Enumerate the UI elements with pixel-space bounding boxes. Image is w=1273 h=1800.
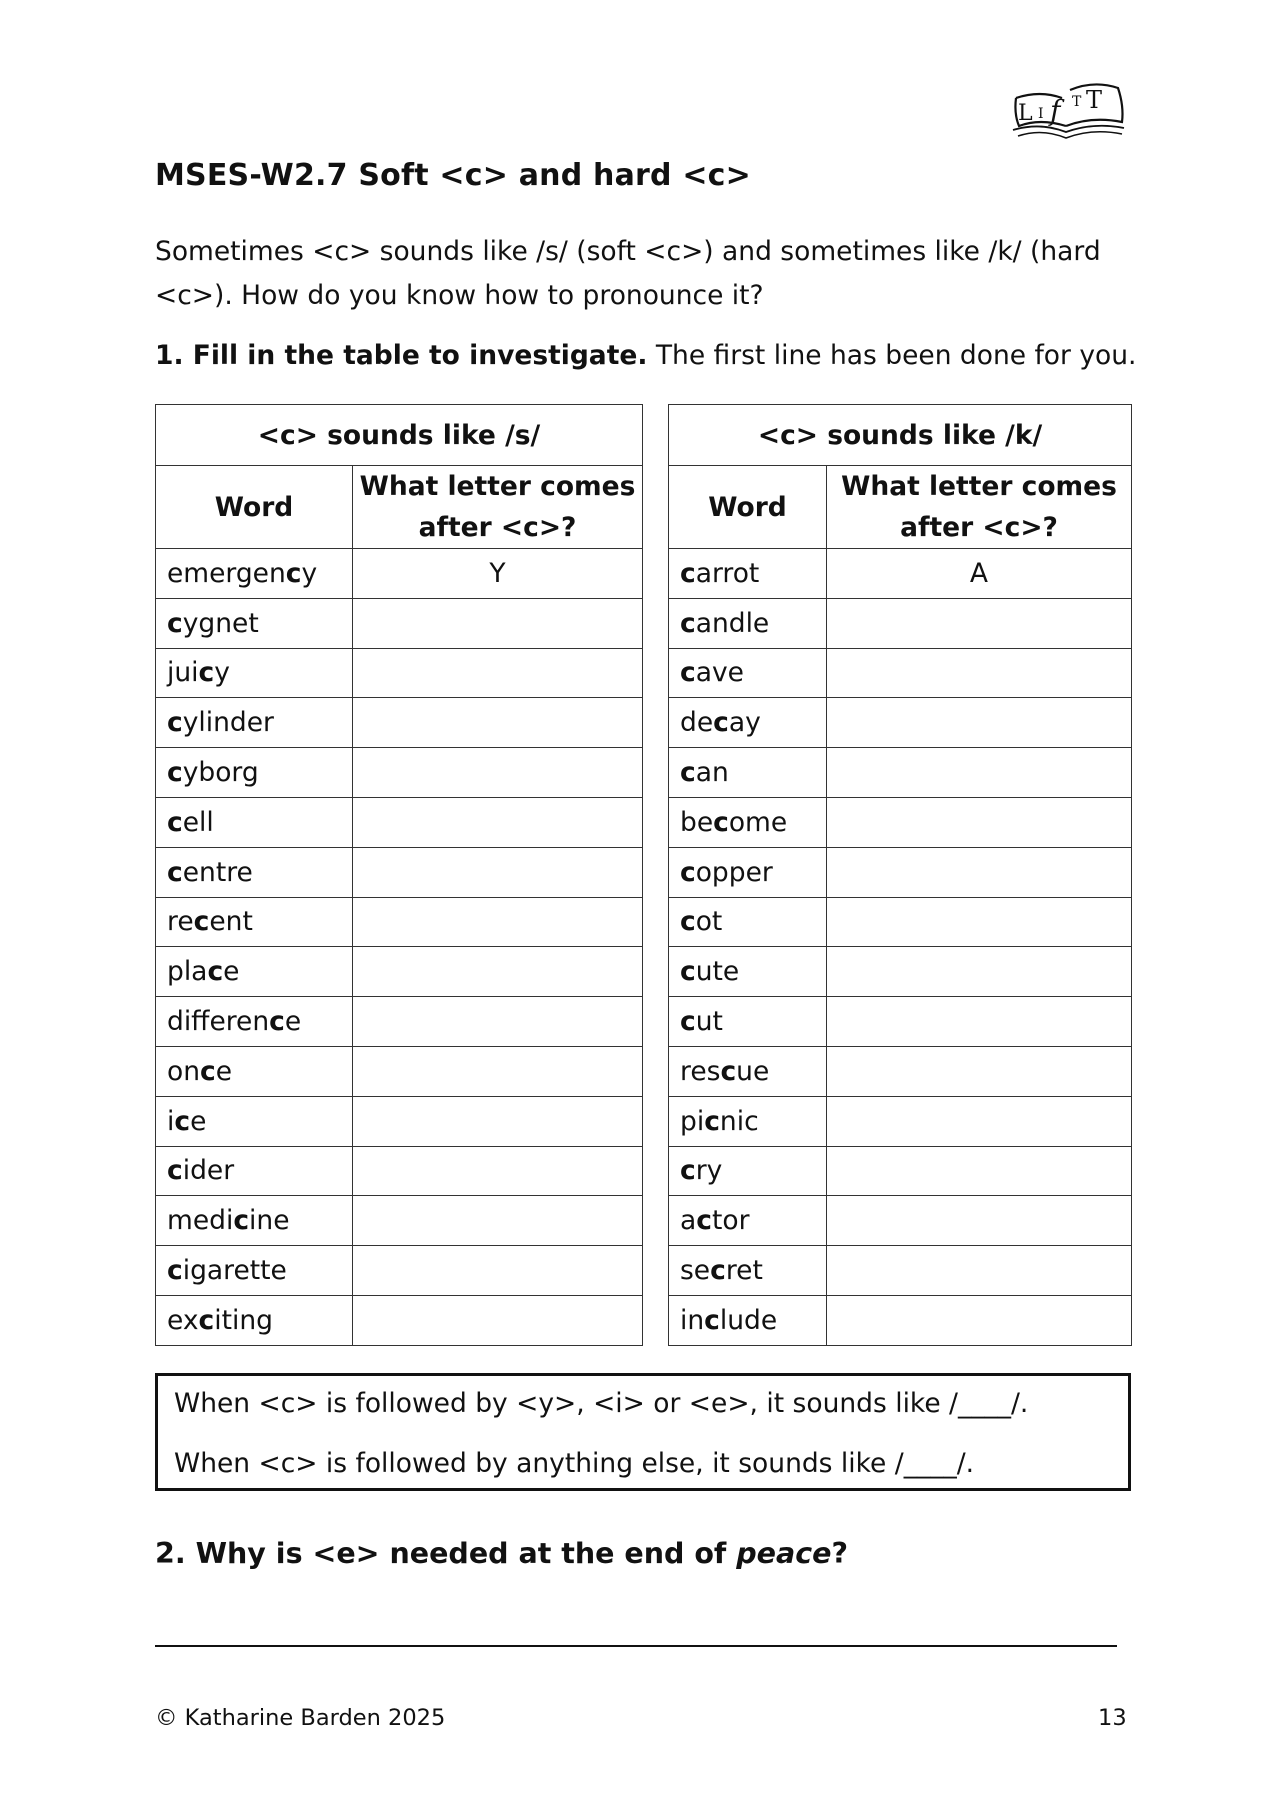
soft-c-answer-cell[interactable] bbox=[353, 1295, 643, 1345]
hard-c-word-cell: cave bbox=[669, 648, 827, 698]
hard-c-answer-cell[interactable] bbox=[827, 598, 1132, 648]
hard-c-word-cell: secret bbox=[669, 1246, 827, 1296]
soft-c-answer-cell[interactable]: Y bbox=[353, 549, 643, 599]
copyright: © Katharine Barden 2025 bbox=[155, 1705, 446, 1731]
hard-c-answer-cell[interactable] bbox=[827, 997, 1132, 1047]
soft-c-word-cell: medicine bbox=[156, 1196, 353, 1246]
hard-c-row bbox=[669, 1096, 1132, 1146]
soft-c-heading: <c> sounds like /s/ bbox=[156, 405, 643, 466]
soft-c-row bbox=[156, 1096, 643, 1146]
hard-c-row bbox=[669, 598, 1132, 648]
soft-c-answer-cell[interactable] bbox=[353, 847, 643, 897]
soft-c-row bbox=[156, 897, 643, 947]
open-book-icon bbox=[1010, 76, 1128, 142]
question-2-word: peace bbox=[736, 1537, 832, 1570]
intro-paragraph: Sometimes <c> sounds like /s/ (soft <c>) and sometimes like /k/ (hard <c>). How do you know how to pronounce it? bbox=[155, 236, 1101, 311]
hard-c-row bbox=[669, 847, 1132, 897]
hard-c-row bbox=[669, 897, 1132, 947]
hard-c-row bbox=[669, 648, 1132, 698]
hard-c-word-cell: picnic bbox=[669, 1096, 827, 1146]
soft-c-word-cell: cell bbox=[156, 797, 353, 847]
hard-c-answer-cell[interactable] bbox=[827, 847, 1132, 897]
worksheet-title: MSES-W2.7 Soft <c> and hard <c> bbox=[155, 158, 751, 193]
hard-c-row bbox=[669, 549, 1132, 599]
hard-c-answer-cell[interactable] bbox=[827, 698, 1132, 748]
soft-c-answer-cell[interactable] bbox=[353, 797, 643, 847]
soft-c-row bbox=[156, 1246, 643, 1296]
soft-c-row bbox=[156, 1146, 643, 1196]
hard-c-word-cell: can bbox=[669, 748, 827, 798]
soft-c-answer-cell[interactable] bbox=[353, 1196, 643, 1246]
svg-text:f: f bbox=[1050, 94, 1061, 127]
soft-c-row bbox=[156, 1196, 643, 1246]
soft-c-word-cell: cigarette bbox=[156, 1246, 353, 1296]
soft-c-row bbox=[156, 997, 643, 1047]
soft-c-answer-cell[interactable] bbox=[353, 748, 643, 798]
soft-c-word-cell: difference bbox=[156, 997, 353, 1047]
rule-soft-c[interactable]: When <c> is followed by <y>, <i> or <e>, it sounds like /____/. bbox=[174, 1388, 1029, 1419]
soft-c-answer-cell[interactable] bbox=[353, 1096, 643, 1146]
hard-c-word-cell: decay bbox=[669, 698, 827, 748]
soft-c-row bbox=[156, 648, 643, 698]
svg-text:T: T bbox=[1072, 94, 1082, 110]
hard-c-rows bbox=[669, 549, 1132, 1346]
soft-c-answer-cell[interactable] bbox=[353, 897, 643, 947]
question-2: 2. Why is <e> needed at the end of peace? bbox=[155, 1537, 848, 1570]
hard-c-row bbox=[669, 1046, 1132, 1096]
hard-c-answer-cell[interactable] bbox=[827, 1146, 1132, 1196]
hard-c-answer-cell[interactable] bbox=[827, 1096, 1132, 1146]
soft-c-row bbox=[156, 748, 643, 798]
logo-text: L bbox=[1018, 101, 1033, 126]
hard-c-table bbox=[668, 404, 1132, 1346]
hard-c-row bbox=[669, 1196, 1132, 1246]
soft-c-answer-cell[interactable] bbox=[353, 1146, 643, 1196]
soft-c-row bbox=[156, 1295, 643, 1345]
soft-c-word-cell: recent bbox=[156, 897, 353, 947]
soft-c-answer-cell[interactable] bbox=[353, 1246, 643, 1296]
soft-c-row bbox=[156, 797, 643, 847]
soft-c-word-cell: cyborg bbox=[156, 748, 353, 798]
hard-c-row bbox=[669, 698, 1132, 748]
hard-c-word-cell: cry bbox=[669, 1146, 827, 1196]
soft-c-answer-cell[interactable] bbox=[353, 598, 643, 648]
hard-c-row bbox=[669, 1246, 1132, 1296]
hard-c-answer-cell[interactable] bbox=[827, 648, 1132, 698]
hard-c-answer-cell[interactable] bbox=[827, 748, 1132, 798]
answer-line[interactable] bbox=[155, 1645, 1117, 1647]
soft-c-rows bbox=[156, 549, 643, 1346]
hard-c-word-cell: copper bbox=[669, 847, 827, 897]
hard-c-word-cell: carrot bbox=[669, 549, 827, 599]
hard-c-word-cell: candle bbox=[669, 598, 827, 648]
hard-c-word-header: Word bbox=[669, 466, 827, 549]
hard-c-answer-cell[interactable] bbox=[827, 897, 1132, 947]
question-1-note: The first line has been done for you. bbox=[647, 340, 1137, 371]
hard-c-row bbox=[669, 997, 1132, 1047]
hard-c-word-cell: become bbox=[669, 797, 827, 847]
soft-c-row bbox=[156, 947, 643, 997]
soft-c-letter-header: What letter comes after <c>? bbox=[353, 466, 643, 549]
hard-c-word-cell: cut bbox=[669, 997, 827, 1047]
hard-c-word-cell: cute bbox=[669, 947, 827, 997]
hard-c-row bbox=[669, 797, 1132, 847]
hard-c-answer-cell[interactable] bbox=[827, 1295, 1132, 1345]
soft-c-word-cell: centre bbox=[156, 847, 353, 897]
hard-c-row bbox=[669, 1295, 1132, 1345]
soft-c-answer-cell[interactable] bbox=[353, 997, 643, 1047]
soft-c-answer-cell[interactable] bbox=[353, 947, 643, 997]
hard-c-word-cell: include bbox=[669, 1295, 827, 1345]
soft-c-word-cell: place bbox=[156, 947, 353, 997]
hard-c-answer-cell[interactable] bbox=[827, 1046, 1132, 1096]
rule-box bbox=[155, 1373, 1131, 1491]
question-1-instruction: 1. Fill in the table to investigate. bbox=[155, 340, 648, 371]
soft-c-word-cell: cygnet bbox=[156, 598, 353, 648]
hard-c-row bbox=[669, 1146, 1132, 1196]
soft-c-word-cell: once bbox=[156, 1046, 353, 1096]
soft-c-row bbox=[156, 847, 643, 897]
soft-c-word-cell: ice bbox=[156, 1096, 353, 1146]
hard-c-word-cell: actor bbox=[669, 1196, 827, 1246]
hard-c-heading: <c> sounds like /k/ bbox=[669, 405, 1132, 466]
soft-c-word-cell: exciting bbox=[156, 1295, 353, 1345]
svg-text:I: I bbox=[1038, 106, 1044, 122]
hard-c-answer-cell[interactable] bbox=[827, 1196, 1132, 1246]
soft-c-word-cell: cider bbox=[156, 1146, 353, 1196]
rule-hard-c[interactable]: When <c> is followed by anything else, it sounds like /____/. bbox=[174, 1448, 975, 1479]
soft-c-word-header: Word bbox=[156, 466, 353, 549]
svg-text:T: T bbox=[1086, 86, 1103, 114]
hard-c-answer-cell[interactable] bbox=[827, 1246, 1132, 1296]
soft-c-answer-cell[interactable] bbox=[353, 648, 643, 698]
hard-c-answer-cell[interactable] bbox=[827, 797, 1132, 847]
hard-c-word-cell: cot bbox=[669, 897, 827, 947]
soft-c-row bbox=[156, 598, 643, 648]
hard-c-answer-cell[interactable]: A bbox=[827, 549, 1132, 599]
page-number: 13 bbox=[1098, 1705, 1127, 1731]
soft-c-row bbox=[156, 549, 643, 599]
hard-c-word-cell: rescue bbox=[669, 1046, 827, 1096]
soft-c-word-cell: cylinder bbox=[156, 698, 353, 748]
soft-c-table bbox=[155, 404, 643, 1346]
hard-c-row bbox=[669, 947, 1132, 997]
lift-logo bbox=[1010, 76, 1128, 142]
soft-c-answer-cell[interactable] bbox=[353, 698, 643, 748]
hard-c-row bbox=[669, 748, 1132, 798]
hard-c-answer-cell[interactable] bbox=[827, 947, 1132, 997]
soft-c-row bbox=[156, 698, 643, 748]
question-1 bbox=[155, 336, 1135, 376]
soft-c-word-cell: emergency bbox=[156, 549, 353, 599]
soft-c-word-cell: juicy bbox=[156, 648, 353, 698]
soft-c-answer-cell[interactable] bbox=[353, 1046, 643, 1096]
hard-c-letter-header: What letter comes after <c>? bbox=[827, 466, 1132, 549]
soft-c-row bbox=[156, 1046, 643, 1096]
